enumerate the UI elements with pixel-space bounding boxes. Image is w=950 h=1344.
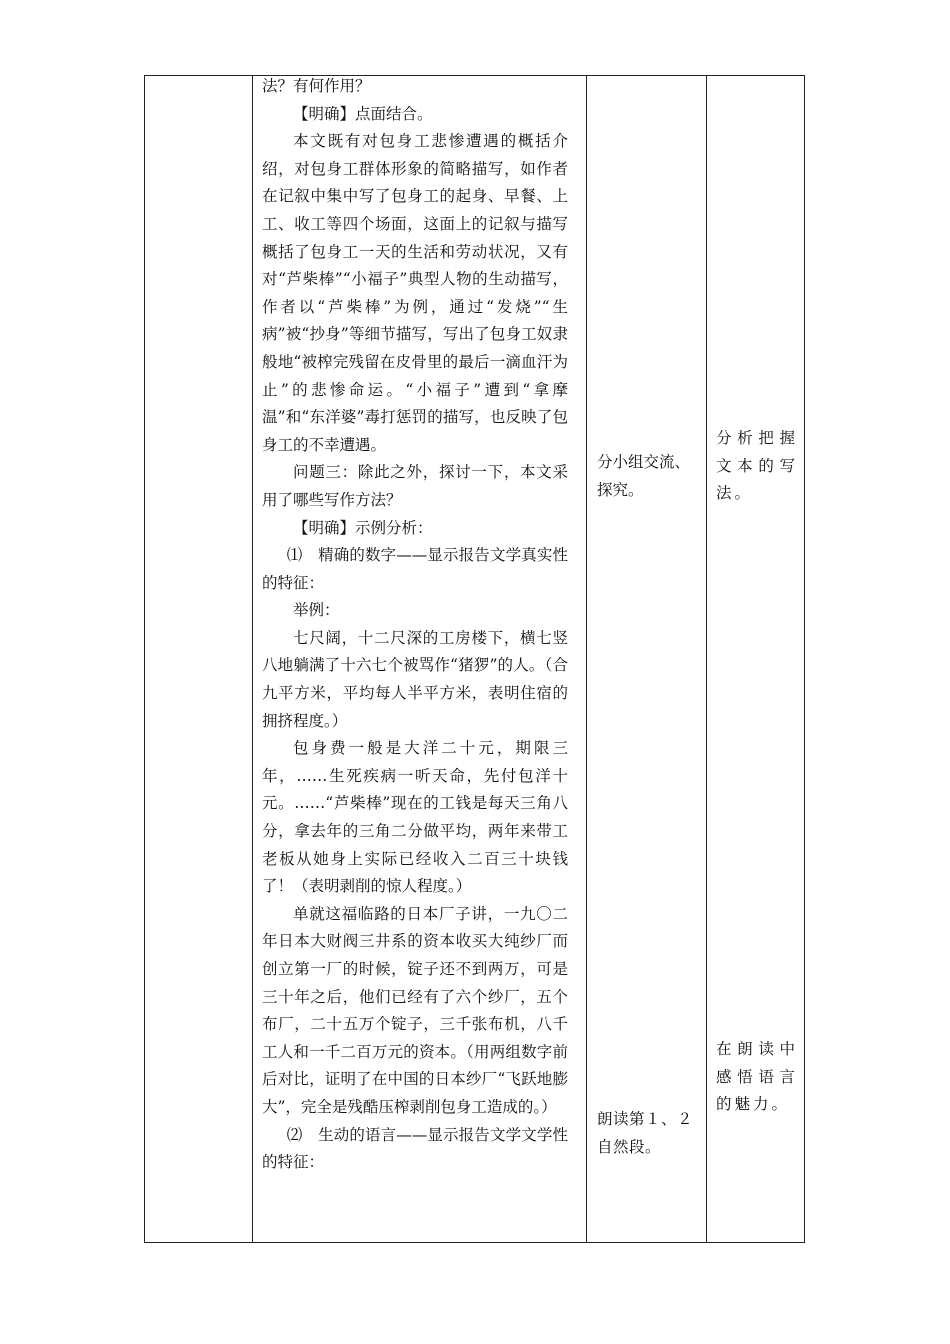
content-paragraph: 七尺阔，十二尺深的工房楼下，横七竖八地躺满了十六七个被骂作“猪猡”的人。（合九平方米，平均每人半平方米，表明住宿的拥挤程度。） (262, 628, 568, 730)
design-intent-cell (716, 1036, 798, 1119)
table-divider-2 (586, 75, 587, 1243)
design-intent-text: 在朗读中感悟语言的魅力。 (716, 1040, 798, 1114)
table-divider-3 (706, 75, 707, 1243)
teaching-content-cell (262, 73, 568, 1177)
student-activity-text: 朗读第１、２自然段。 (597, 1110, 694, 1156)
content-paragraph: 本文既有对包身工悲惨遭遇的概括介绍，对包身工群体形象的简略描写，如作者在记叙中集中写了包身工的起身、早餐、上工、收工等四个场面，这面上的记叙与描写概括了包身工一天的生活和劳动状况，又有对“芦柴棒”“小福子”典型人物的生动描写，作者以“芦柴棒”为例，通过“发烧”“生病”被“抄身”等细节描写，写出了包身工奴隶般地“被榨完残留在皮骨里的最后一滴血汗为止”的悲惨命运。“小福子”遭到“拿摩温”和“东洋婆”毒打惩罚的描写，也反映了包身工的不幸遭遇。 (262, 132, 568, 454)
content-paragraph: ⑴ 精确的数字——显示报告文学真实性的特征： (262, 546, 568, 592)
content-paragraph: 【明确】示例分析： (293, 518, 433, 537)
student-activity-text: 分小组交流、探究。 (597, 453, 691, 499)
content-paragraph: ⑵ 生动的语言——显示报告文学文学性的特征： (262, 1125, 568, 1172)
content-paragraph: 法？有何作用？ (262, 77, 371, 95)
design-intent-text: 分析把握文本的写法。 (716, 429, 798, 503)
design-intent-cell (716, 425, 798, 508)
student-activity-cell (597, 1106, 697, 1161)
content-paragraph: 问题三：除此之外，探讨一下，本文采用了哪些写作方法？ (262, 463, 568, 509)
table-divider-1 (252, 75, 253, 1243)
content-paragraph: 包身费一般是大洋二十元，期限三年，……生死疾病一听天命，先付包洋十元。……“芦柴棒”现在的工钱是每天三角八分，拿去年的三角二分做平均，两年来带工老板从她身上实际已经收入二百三十块钱了！（表明剥削的惊人程度。） (262, 739, 568, 896)
content-paragraph: 举例： (293, 601, 340, 620)
student-activity-cell (597, 449, 697, 504)
content-paragraph: 【明确】点面结合。 (293, 104, 433, 123)
content-paragraph: 单就这福临路的日本厂子讲，一九〇二年日本大财阀三井系的资本收买大纯纱厂而创立第一厂的时候，锭子还不到两万，可是三十年之后，他们已经有了六个纱厂，五个布厂，二十五万个锭子，三千张布机，八千工人和一千二百万元的资本。（用两组数字前后对比，证明了在中国的日本纱厂“飞跃地膨大”，完全是残酷压榨剥削包身工造成的。） (262, 904, 568, 1116)
